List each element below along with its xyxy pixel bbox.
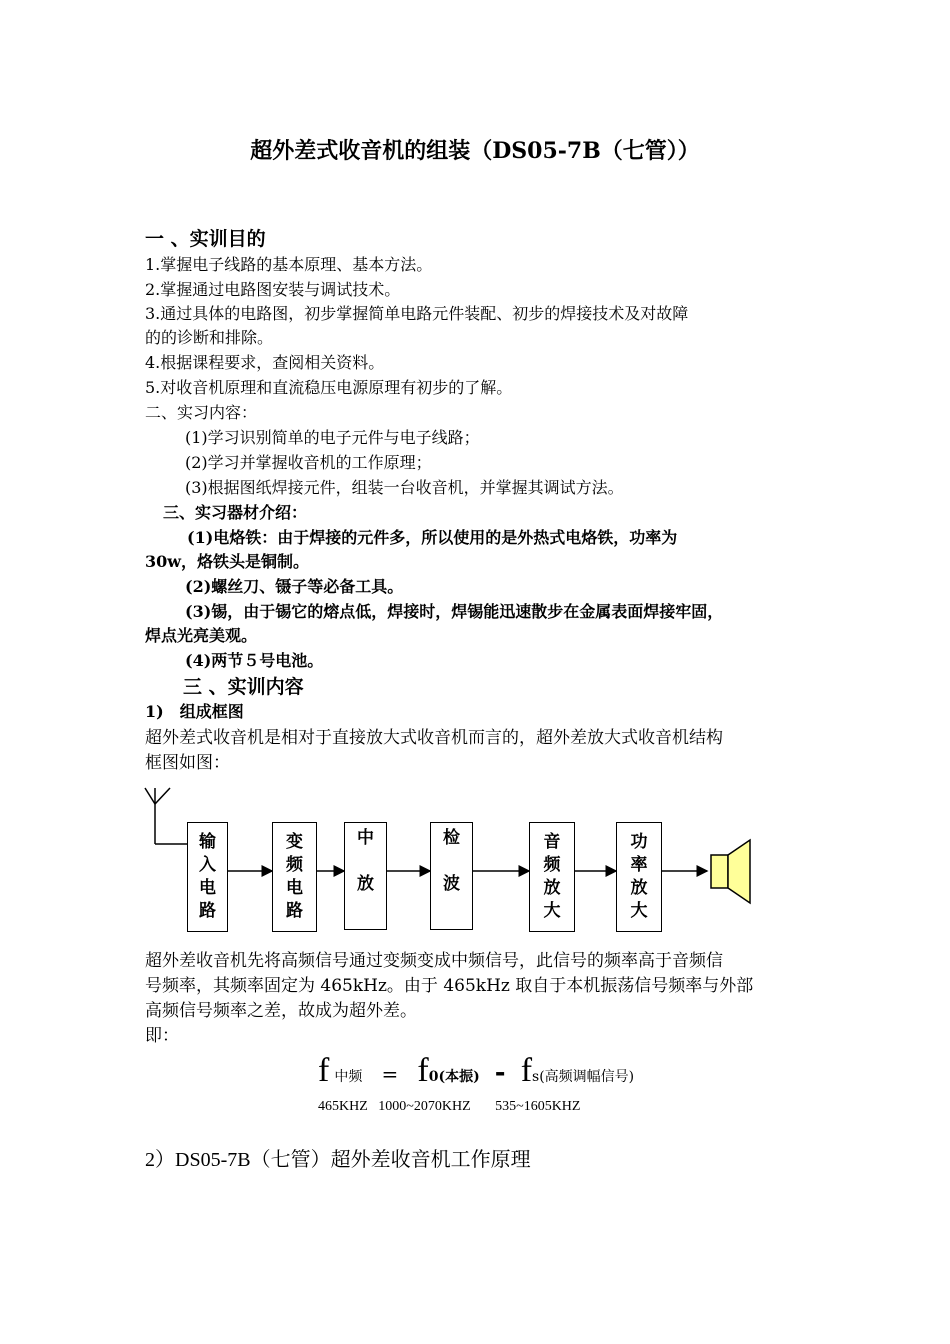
block-label-char: 频 bbox=[543, 855, 561, 875]
block-label-char: 放 bbox=[543, 878, 561, 898]
paragraph-line: 号频率，其频率固定为 465kHz。由于 465kHz 取自于本机振荡信号频率与外部 bbox=[145, 976, 754, 996]
block-label-char: 大 bbox=[543, 901, 561, 921]
objective-item: 2.掌握通过电路图安装与调试技术。 bbox=[145, 280, 401, 299]
equipment-item-continued: 焊点光亮美观。 bbox=[145, 626, 258, 645]
formula-subscript: 中频 bbox=[334, 1069, 363, 1085]
objective-item: 5.对收音机原理和直流稳压电源原理有初步的了解。 bbox=[145, 378, 513, 397]
block-label-char: 率 bbox=[630, 855, 648, 875]
block-label-char: 检 bbox=[443, 828, 460, 848]
formula-symbol: f bbox=[417, 1052, 429, 1089]
section-heading-training: 三 、实训内容 bbox=[183, 676, 304, 698]
formula-operator: - bbox=[494, 1058, 506, 1088]
equipment-item: (1)电烙铁：由于焊接的元件多，所以使用的是外热式电烙铁，功率为 bbox=[187, 528, 678, 547]
equipment-item: (3)锡，由于锡它的熔点低，焊接时，焊锡能迅速散步在金属表面焊接牢固， bbox=[185, 602, 724, 621]
content-item: (3)根据图纸焊接元件，组装一台收音机，并掌握其调试方法。 bbox=[185, 478, 624, 497]
block-mixer-circuit bbox=[272, 822, 317, 932]
block-label-char: 放 bbox=[357, 874, 374, 894]
equipment-item: (2)螺丝刀、镊子等必备工具。 bbox=[185, 577, 404, 596]
section-heading-content: 二、实习内容： bbox=[145, 403, 258, 422]
formula-subscript: s(高频调幅信号) bbox=[532, 1069, 635, 1085]
formula-operator: = bbox=[381, 1062, 399, 1086]
block-label-char: 中 bbox=[357, 828, 374, 848]
block-label-char: 输 bbox=[199, 832, 216, 852]
formula-symbol: f bbox=[318, 1052, 330, 1089]
equipment-item-continued: 30w，烙铁头是铜制。 bbox=[145, 552, 310, 571]
formula-symbol: f bbox=[520, 1052, 533, 1089]
content-item: (1)学习识别简单的电子元件与电子线路； bbox=[185, 428, 480, 447]
objective-item: 3.通过具体的电路图，初步掌握简单电路元件装配、初步的焊接技术及对故障 bbox=[145, 304, 689, 323]
speaker-icon bbox=[711, 840, 750, 903]
section-heading-working-principle: 2）DS05-7B（七管）超外差收音机工作原理 bbox=[145, 1149, 531, 1171]
paragraph-line: 框图如图： bbox=[145, 753, 230, 773]
block-power-amplifier bbox=[616, 822, 662, 932]
block-label-char: 大 bbox=[630, 901, 648, 921]
paragraph-line: 即： bbox=[145, 1026, 179, 1046]
equipment-item: (4)两节５号电池。 bbox=[185, 651, 324, 670]
block-label-char: 波 bbox=[443, 874, 460, 894]
block-label-char: 放 bbox=[630, 878, 648, 898]
block-label-char: 频 bbox=[286, 855, 303, 875]
objective-item: 1.掌握电子线路的基本原理、基本方法。 bbox=[145, 255, 433, 274]
paragraph-line: 超外差收音机先将高频信号通过变频变成中频信号，此信号的频率高于音频信 bbox=[145, 951, 723, 971]
block-detector bbox=[430, 822, 473, 930]
frequency-formula bbox=[318, 1052, 634, 1090]
block-label-char: 入 bbox=[199, 855, 216, 875]
document-title: 超外差式收音机的组装（DS05-7B（七管）） bbox=[250, 138, 700, 164]
block-audio-amplifier bbox=[529, 822, 575, 932]
content-item: (2)学习并掌握收音机的工作原理； bbox=[185, 453, 432, 472]
block-label-char: 变 bbox=[286, 832, 303, 852]
frequency-values: 465KHZ 1000~2070KHZ 535~1605KHZ bbox=[318, 1099, 581, 1114]
antenna-icon bbox=[145, 788, 187, 844]
paragraph-line: 高频信号频率之差，故成为超外差。 bbox=[145, 1001, 417, 1021]
section-heading-equipment: 三、实习器材介绍： bbox=[163, 503, 308, 522]
subsection-heading-block-diagram: 1) 组成框图 bbox=[145, 702, 244, 721]
block-label-char: 功 bbox=[630, 832, 648, 852]
block-input-circuit bbox=[187, 822, 228, 932]
block-label-char: 音 bbox=[543, 832, 561, 852]
formula-subscript: 0(本振) bbox=[428, 1069, 480, 1085]
objective-item: 4.根据课程要求，查阅相关资料。 bbox=[145, 353, 385, 372]
block-diagram bbox=[140, 780, 790, 950]
paragraph-line: 超外差式收音机是相对于直接放大式收音机而言的，超外差放大式收音机结构 bbox=[145, 728, 723, 748]
block-label-char: 路 bbox=[286, 901, 303, 921]
section-heading-objectives: 一 、实训目的 bbox=[145, 228, 266, 250]
block-label-char: 电 bbox=[286, 878, 303, 898]
block-label-char: 路 bbox=[199, 901, 216, 921]
objective-item: 的的诊断和排除。 bbox=[145, 328, 274, 347]
block-if-amplifier bbox=[344, 822, 387, 930]
block-label-char: 电 bbox=[199, 878, 216, 898]
